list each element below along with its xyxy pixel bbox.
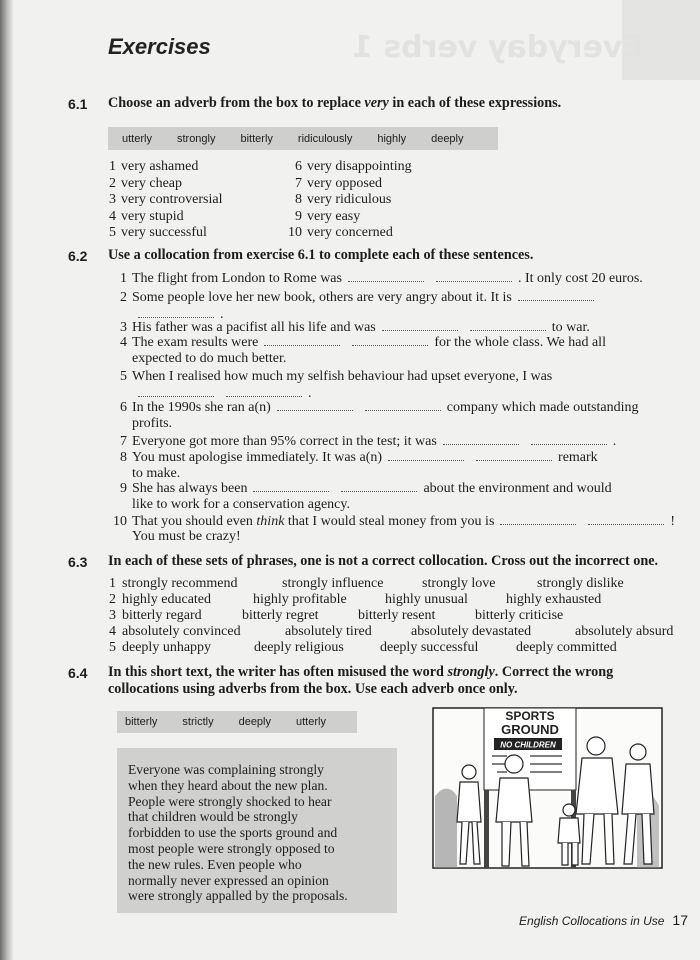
item-number: 4 <box>109 208 116 224</box>
collocation-phrase[interactable]: bitterly criticise <box>475 608 564 623</box>
item-number: 9 <box>295 208 302 224</box>
expression-item <box>108 209 184 225</box>
sentence-text: to make. <box>132 466 181 481</box>
expression-item <box>282 209 360 225</box>
sentence-line <box>112 271 643 287</box>
sentence-text: That you should even <box>132 514 257 529</box>
bushes <box>435 789 457 869</box>
heading-emphasis: very <box>364 95 389 111</box>
sentence-text: to war. <box>551 320 590 335</box>
sentence-line <box>112 351 286 367</box>
collocation-phrase[interactable]: strongly influence <box>282 576 384 591</box>
sentence-text: . It only cost 20 euros. <box>517 271 643 286</box>
sentence-line <box>112 529 241 545</box>
item-text: very cheap <box>121 175 183 191</box>
sentence-text: Some people love her new book, others are very angry about it. It is <box>132 290 512 305</box>
answer-blank[interactable] <box>264 335 340 346</box>
exercise-6-4-heading-line2: collocations using adverbs from the box. Use each adverb once only. <box>108 681 518 697</box>
collocation-phrase[interactable]: deeply unhappy <box>122 640 212 655</box>
sentence-text: She has always been <box>132 481 248 496</box>
passage-line: that children would be strongly <box>128 809 298 825</box>
answer-blank[interactable] <box>348 271 424 282</box>
page-footer <box>519 912 688 928</box>
collocation-phrase[interactable]: highly unusual <box>385 592 468 607</box>
item-text: very controversial <box>121 192 223 207</box>
passage-line: were strongly appalled by the proposals. <box>128 888 348 904</box>
answer-blank[interactable] <box>443 434 519 445</box>
page-title: Exercises <box>108 34 211 59</box>
answer-blank[interactable] <box>470 320 546 331</box>
heading-text: Choose an adverb from the box to replace <box>108 95 365 111</box>
sentence-line <box>112 434 616 450</box>
exercise-6-1-heading <box>108 95 561 112</box>
adverb-option: deeply <box>431 132 464 145</box>
item-text: very disappointing <box>307 159 412 174</box>
expression-item <box>108 225 207 241</box>
show-through-heading: Everyday verbs 1 <box>352 30 643 65</box>
heading-text: In this short text, the writer has often misused the word <box>108 664 448 680</box>
heading-emphasis: strongly <box>447 664 495 680</box>
expression-item <box>282 159 412 175</box>
sentence-text: . <box>612 434 617 449</box>
collocation-phrase[interactable]: absolutely tired <box>285 624 372 639</box>
exercise-6-2-heading: Use a collocation from exercise 6.1 to complete each of these sentences. <box>108 247 534 263</box>
collocation-phrase[interactable]: deeply successful <box>380 640 479 655</box>
expression-item <box>282 225 393 241</box>
sentence-text: Everyone got more than 95% correct in the test; it was <box>132 434 437 449</box>
collocation-phrase[interactable]: deeply committed <box>516 640 617 655</box>
item-number: 1 <box>109 576 116 591</box>
sentence-text: remark <box>558 450 598 465</box>
collocation-phrase[interactable]: bitterly regret <box>242 608 319 623</box>
sentence-text: ! <box>670 514 676 529</box>
item-number: 7 <box>120 434 127 449</box>
collocation-phrase[interactable]: strongly love <box>422 576 496 591</box>
exercise-6-2-number: 6.2 <box>68 248 88 264</box>
answer-blank[interactable] <box>382 320 458 331</box>
item-number: 10 <box>113 514 127 529</box>
item-number: 8 <box>120 450 127 465</box>
item-text: very ashamed <box>121 159 199 174</box>
adverb-option: deeply <box>238 716 271 728</box>
adverb-box <box>108 127 498 150</box>
sentence-line <box>112 335 606 351</box>
sentence-line <box>112 450 598 466</box>
collocation-phrase[interactable]: absolutely absurd <box>575 624 674 639</box>
item-number: 5 <box>109 640 116 655</box>
exercise-6-4-number: 6.4 <box>68 665 88 681</box>
sentence-text: In the 1990s she ran a(n) <box>132 400 271 415</box>
passage-line: most people were strongly opposed to <box>128 841 335 856</box>
exercise-6-3-number: 6.3 <box>68 554 88 570</box>
answer-blank[interactable] <box>352 335 428 346</box>
sign-text-line1: SPORTS <box>505 709 555 723</box>
collocation-phrase[interactable]: highly exhausted <box>506 592 602 607</box>
collocation-phrase[interactable]: bitterly regard <box>122 608 202 623</box>
answer-blank[interactable] <box>341 481 417 492</box>
item-text: very concerned <box>307 225 393 240</box>
heading-text: . Correct the wrong <box>494 664 614 680</box>
sentence-line <box>112 320 590 336</box>
item-number: 2 <box>120 290 127 305</box>
sentence-text: expected to do much better. <box>132 351 287 366</box>
answer-blank[interactable] <box>531 434 607 445</box>
adverb-option: strictly <box>182 716 214 728</box>
sign-text-line2: GROUND <box>501 722 559 737</box>
sentence-text: His father was a pacifist all his life and was <box>132 320 376 335</box>
item-number: 9 <box>120 481 127 496</box>
answer-blank[interactable] <box>365 400 441 411</box>
heading-text: in each of these expressions. <box>388 95 562 111</box>
book-title: English Collocations in Use <box>519 914 665 928</box>
sentence-line <box>112 466 180 482</box>
passage-line: Everyone was complaining strongly <box>128 762 324 777</box>
sports-ground-illustration <box>432 706 664 872</box>
answer-blank[interactable] <box>436 271 512 282</box>
sentence-text: like to work for a conservation agency. <box>132 497 350 512</box>
text-passage-box <box>117 748 397 913</box>
sign-banner-text: NO CHILDREN <box>500 740 556 750</box>
sentence-text: The flight from London to Rome was <box>132 271 342 286</box>
expression-item <box>282 176 382 192</box>
sentence-emphasis: think <box>256 514 285 529</box>
sentence-text: for the whole class. We had all <box>434 335 606 350</box>
adverb-option: utterly <box>122 132 152 145</box>
sentence-text: about the environment and would <box>423 481 612 496</box>
adverb-option: bitterly <box>125 716 158 728</box>
sentence-text: The exam results were <box>132 335 259 350</box>
sentence-text: . <box>220 307 224 322</box>
passage-line: when they heard about the new plan. <box>128 777 328 793</box>
sign-post <box>484 790 489 868</box>
answer-blank[interactable] <box>588 514 664 525</box>
collocation-phrase[interactable]: strongly recommend <box>122 576 238 591</box>
page-number: 17 <box>672 912 688 928</box>
item-text: very stupid <box>121 208 184 224</box>
item-text: very easy <box>307 208 361 224</box>
sentence-text: that I would steal money from you is <box>284 514 495 529</box>
item-number: 4 <box>120 335 127 350</box>
answer-blank[interactable] <box>388 450 464 461</box>
answer-blank[interactable] <box>138 307 214 318</box>
collocation-phrase[interactable]: deeply religious <box>254 640 344 655</box>
exercise-6-3-heading: In each of these sets of phrases, one is not a correct collocation. Cross out the incorrect one. <box>108 553 659 569</box>
answer-blank[interactable] <box>138 386 214 397</box>
sentence-line <box>112 497 350 513</box>
item-number: 6 <box>295 159 302 174</box>
sentence-text: company which made outstanding <box>446 400 639 415</box>
item-number: 2 <box>109 592 116 607</box>
adverb-option: highly <box>377 132 407 145</box>
answer-blank[interactable] <box>277 400 353 411</box>
passage-line: forbidden to use the sports ground and <box>128 825 338 841</box>
answer-blank[interactable] <box>253 481 329 492</box>
sentence-line <box>112 400 638 416</box>
item-number: 4 <box>109 624 116 639</box>
sentence-line <box>112 416 172 432</box>
adverb-option: bitterly <box>240 132 273 145</box>
item-number: 1 <box>109 159 116 174</box>
collocation-phrase[interactable]: strongly dislike <box>537 576 624 591</box>
exercise-6-4-heading-line1 <box>108 664 613 681</box>
item-number: 5 <box>120 369 127 384</box>
item-number: 3 <box>109 608 116 623</box>
passage-line: People were strongly shocked to hear <box>128 793 332 809</box>
expression-item <box>282 192 391 208</box>
item-text: very ridiculous <box>307 192 392 207</box>
answer-blank[interactable] <box>476 450 552 461</box>
sentence-text: When I realised how much my selfish behaviour had upset everyone, I was <box>132 369 553 384</box>
sentence-text: . <box>308 386 312 401</box>
item-number: 7 <box>295 175 302 191</box>
expression-item <box>108 159 198 175</box>
page-binding-shadow <box>0 0 14 960</box>
item-number: 10 <box>288 225 302 240</box>
collocation-phrase[interactable]: absolutely convinced <box>122 624 241 639</box>
answer-blank[interactable] <box>500 514 576 525</box>
collocation-phrase[interactable]: highly profitable <box>253 592 347 607</box>
sentence-text: You must apologise immediately. It was a(n) <box>132 450 383 465</box>
sentence-text: profits. <box>132 416 173 431</box>
adverb-option: ridiculously <box>297 132 353 145</box>
collocation-phrase[interactable]: highly educated <box>122 592 212 607</box>
sentence-line <box>112 369 552 385</box>
sentence-line <box>112 290 600 306</box>
sentence-text: You must be crazy! <box>132 529 241 544</box>
item-text: very successful <box>121 225 207 240</box>
item-number: 3 <box>109 192 116 207</box>
item-number: 5 <box>109 225 116 240</box>
collocation-phrase[interactable]: absolutely devastated <box>411 624 532 639</box>
expression-item <box>108 176 182 192</box>
collocation-phrase[interactable]: bitterly resent <box>358 608 436 623</box>
sentence-line <box>112 514 675 530</box>
adverb-option: utterly <box>296 716 326 728</box>
answer-blank[interactable] <box>518 290 594 301</box>
adverb-box <box>117 711 357 733</box>
passage-line: normally never expressed an opinion <box>128 872 329 888</box>
item-text: very opposed <box>307 175 383 191</box>
sentence-line <box>112 481 612 497</box>
item-number: 8 <box>295 192 302 207</box>
item-number: 1 <box>120 271 127 286</box>
answer-blank[interactable] <box>226 386 302 397</box>
adverb-option: strongly <box>176 132 216 145</box>
passage-line: the new rules. Even people who <box>128 856 302 872</box>
item-number: 6 <box>120 400 127 415</box>
item-number: 3 <box>120 320 127 335</box>
item-number: 2 <box>109 175 116 191</box>
exercise-6-1-number: 6.1 <box>68 96 88 112</box>
expression-item <box>108 192 222 208</box>
